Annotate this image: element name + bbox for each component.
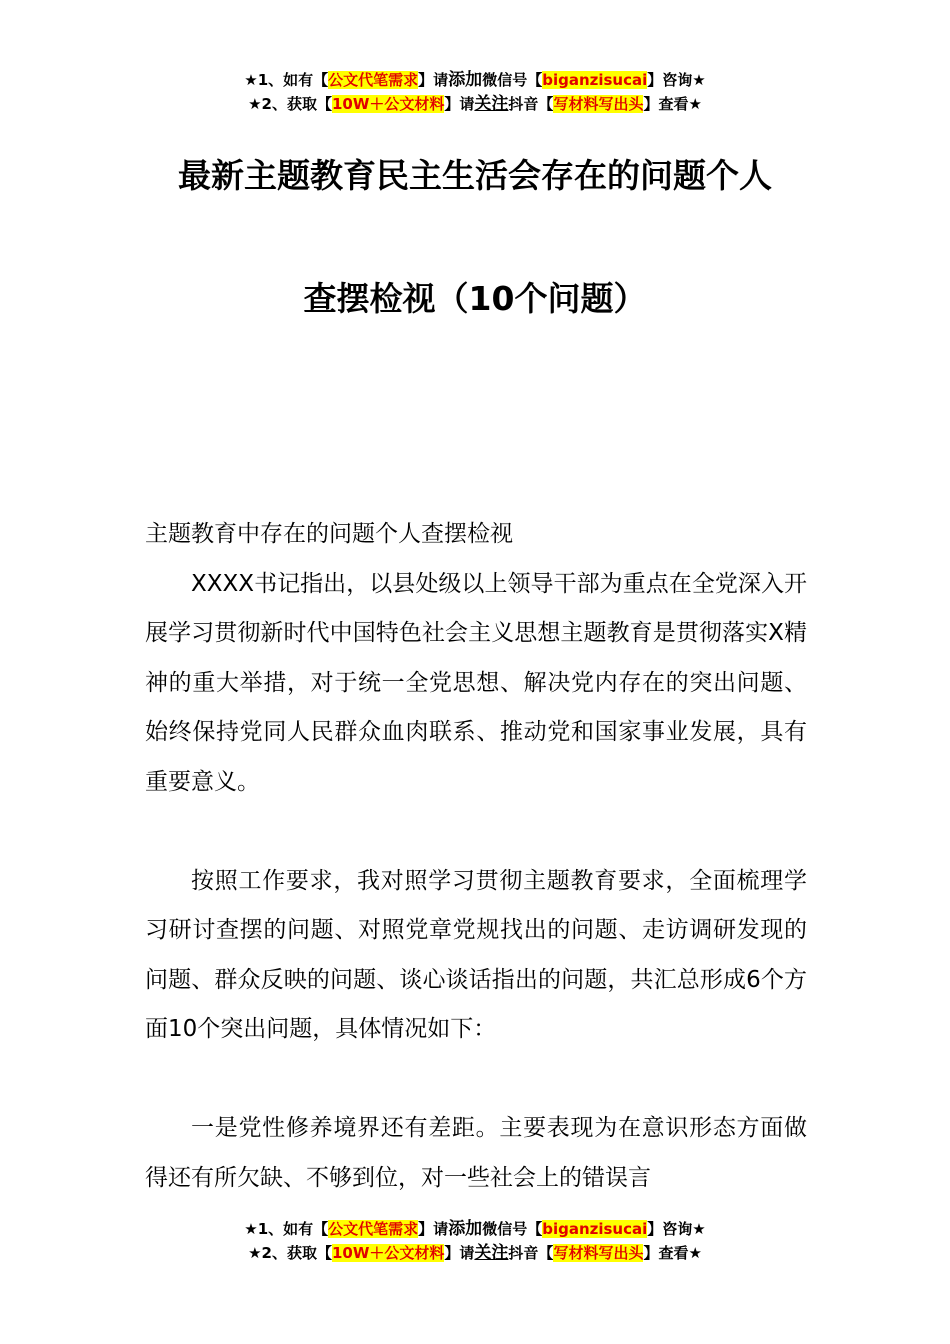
banner-highlight: 写材料写出头 [553,95,644,113]
banner-highlight: biganzisucai [542,71,648,89]
banner-highlight: 公文代笔需求 [328,1220,419,1238]
document-title-line-2: 查摆检视（10个问题） [303,279,647,318]
footer-banner [0,1217,950,1265]
header-banner [0,68,950,116]
paragraph-2: 按照工作要求，我对照学习贯彻主题教育要求，全面梳理学习研讨查摆的问题、对照党章党规找出的问题、走访调研发现的问题、群众反映的问题、谈心谈话指出的问题，共汇总形成6个方面10个突出问题，具体情况如下： [145,867,807,1042]
paragraph-1: XXXX书记指出，以县处级以上领导干部为重点在全党深入开展学习贯彻新时代中国特色社会主义思想主题教育是贯彻落实X精神的重大举措，对于统一全党思想、解决党内存在的突出问题、始终保持党同人民群众血肉联系、推动党和国家事业发展，具有重要意义。 [145,570,807,795]
banner-highlight: 写材料写出头 [553,1244,644,1262]
banner-line-1: ★1、如有【公文代笔需求】请添加微信号【biganzisucai】咨询★ [244,1219,706,1239]
banner-highlight: biganzisucai [542,1220,648,1238]
banner-line-1: ★1、如有【公文代笔需求】请添加微信号【biganzisucai】咨询★ [244,70,706,90]
banner-highlight: 公文代笔需求 [328,71,419,89]
banner-highlight: 10W＋公文材料 [331,1244,445,1262]
document-body [145,510,807,1203]
banner-line-2: ★2、获取【10W＋公文材料】请关注抖音【写材料写出头】查看★ [248,1243,702,1263]
document-title-line-1: 最新主题教育民主生活会存在的问题个人 [178,156,772,195]
banner-highlight: 10W＋公文材料 [331,95,445,113]
banner-line-2: ★2、获取【10W＋公文材料】请关注抖音【写材料写出头】查看★ [248,94,702,114]
section-heading: 主题教育中存在的问题个人查摆检视 [145,521,513,547]
paragraph-3: 一是党性修养境界还有差距。主要表现为在意识形态方面做得还有所欠缺、不够到位，对一些社会上的错误言 [145,1115,807,1191]
